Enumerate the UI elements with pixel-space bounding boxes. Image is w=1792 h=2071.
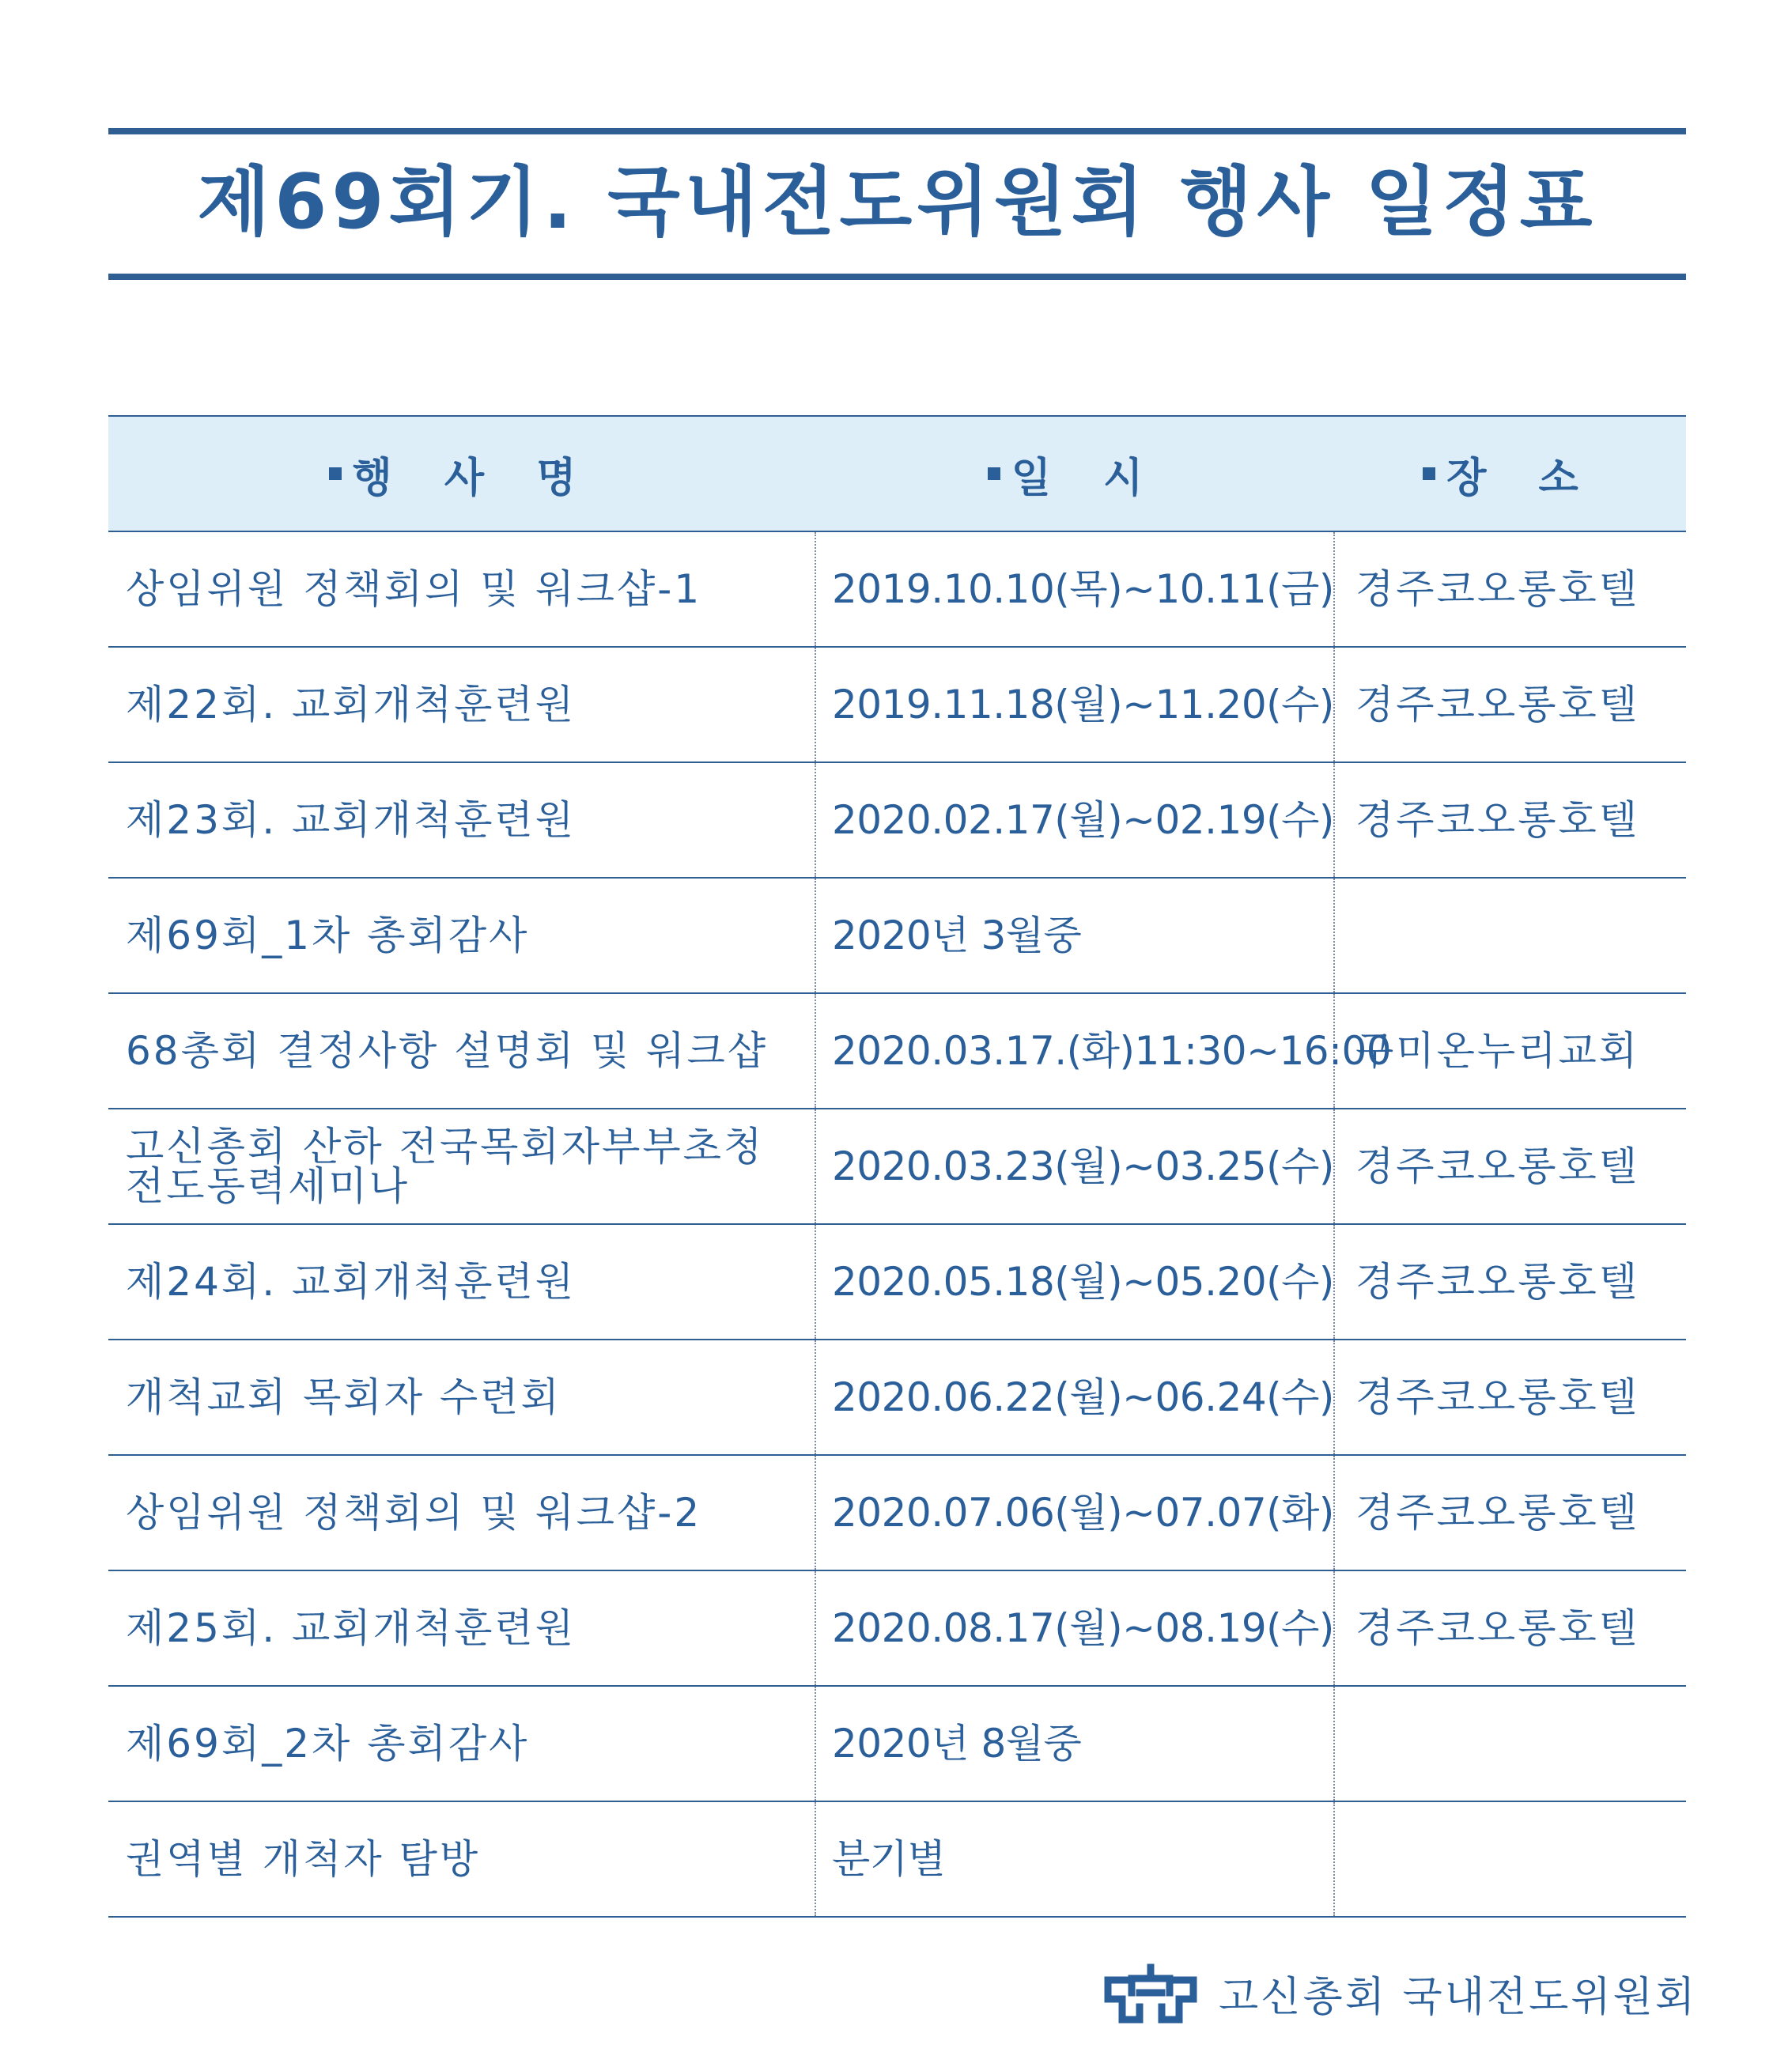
table-row	[108, 647, 1686, 762]
page-title: 제69회기. 국내전도위원회 행사 일정표	[197, 159, 1597, 246]
event-name-cell: 개척교회 목회자 수련회	[108, 1340, 815, 1455]
table-row	[108, 1340, 1686, 1455]
event-name-cell: 제24회. 교회개척훈련원	[108, 1224, 815, 1340]
date-cell: 2020.06.22(월)~06.24(수)	[815, 1340, 1334, 1455]
date-cell: 2020.03.17.(화)11:30~16:00	[815, 993, 1334, 1109]
table-row	[108, 1109, 1686, 1224]
location-cell	[1334, 1686, 1686, 1801]
footer-organization-name: 고신총회 국내전도위원회	[1219, 1973, 1698, 2021]
date-cell: 2019.11.18(월)~11.20(수)	[815, 647, 1334, 762]
event-name-cell: 상임위원 정책회의 및 워크샵-2	[108, 1455, 815, 1570]
date-cell: 2020.02.17(월)~02.19(수)	[815, 762, 1334, 878]
event-name-cell: 제23회. 교회개척훈련원	[108, 762, 815, 878]
event-name-cell: 68총회 결정사항 설명회 및 워크샵	[108, 993, 815, 1109]
location-cell: 경주코오롱호텔	[1334, 1340, 1686, 1455]
church-logo-icon	[1103, 1961, 1198, 2024]
location-cell: 경주코오롱호텔	[1334, 1224, 1686, 1340]
event-name-cell: 제69회_1차 총회감사	[108, 878, 815, 993]
location-cell	[1334, 1801, 1686, 1917]
title-bottom-rule	[108, 274, 1686, 280]
date-cell: 분기별	[815, 1801, 1334, 1917]
location-cell	[1334, 878, 1686, 993]
footer	[1103, 1957, 1697, 2028]
title-top-rule	[108, 128, 1686, 134]
event-name-cell: 제25회. 교회개척훈련원	[108, 1570, 815, 1686]
table-row	[108, 762, 1686, 878]
location-cell: 경주코오롱호텔	[1334, 1570, 1686, 1686]
table-row	[108, 1686, 1686, 1801]
date-cell: 2020.08.17(월)~08.19(수)	[815, 1570, 1334, 1686]
table-row	[108, 1224, 1686, 1340]
square-bullet-icon	[1423, 467, 1435, 480]
location-cell: 경주코오롱호텔	[1334, 647, 1686, 762]
table-header-row	[108, 416, 1686, 531]
date-cell: 2020년 8월중	[815, 1686, 1334, 1801]
location-cell: 경주코오롱호텔	[1334, 1109, 1686, 1224]
table-row	[108, 878, 1686, 993]
date-cell: 2020년 3월중	[815, 878, 1334, 993]
table-row	[108, 1570, 1686, 1686]
date-cell: 2020.03.23(월)~03.25(수)	[815, 1109, 1334, 1224]
schedule-table	[108, 415, 1686, 1918]
date-cell: 2019.10.10(목)~10.11(금)	[815, 531, 1334, 647]
event-name-cell: 권역별 개척자 탐방	[108, 1801, 815, 1917]
table-row	[108, 531, 1686, 647]
date-cell: 2020.05.18(월)~05.20(수)	[815, 1224, 1334, 1340]
table-row	[108, 993, 1686, 1109]
event-name-cell: 제69회_2차 총회감사	[108, 1686, 815, 1801]
square-bullet-icon	[988, 467, 1000, 480]
header-date: 일 시	[815, 416, 1334, 531]
location-cell: 경주코오롱호텔	[1334, 762, 1686, 878]
event-name-cell: 고신총회 산하 전국목회자부부초청 전도동력세미나	[108, 1109, 815, 1224]
event-name-cell: 제22회. 교회개척훈련원	[108, 647, 815, 762]
table-row	[108, 1801, 1686, 1917]
header-event-name: 행 사 명	[108, 416, 815, 531]
event-name-cell: 상임위원 정책회의 및 워크샵-1	[108, 531, 815, 647]
location-cell: 구미온누리교회	[1334, 993, 1686, 1109]
square-bullet-icon	[329, 467, 342, 480]
table-row	[108, 1455, 1686, 1570]
date-cell: 2020.07.06(월)~07.07(화)	[815, 1455, 1334, 1570]
location-cell: 경주코오롱호텔	[1334, 531, 1686, 647]
location-cell: 경주코오롱호텔	[1334, 1455, 1686, 1570]
header-location: 장 소	[1334, 416, 1686, 531]
